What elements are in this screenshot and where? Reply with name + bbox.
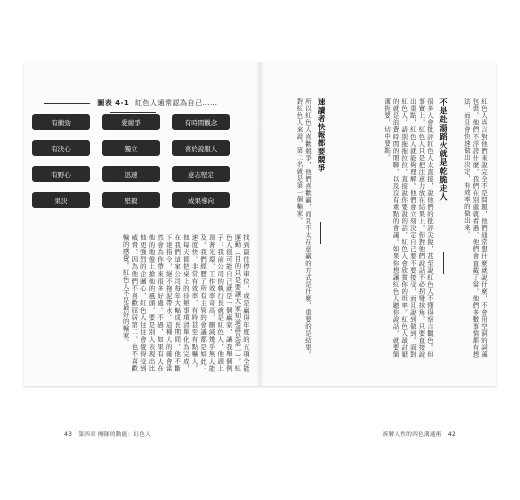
heading-1-rule [443, 252, 444, 274]
trait-box: 堅毅 [102, 192, 160, 208]
trait-box: 有決心 [32, 140, 90, 156]
right-footer-title: 拆解人性的四色溝通術 [382, 432, 442, 438]
left-footer [60, 430, 151, 438]
figure-number: 圖表 4-1 [97, 99, 130, 107]
title-rule-right [110, 112, 156, 113]
section-heading-2: 速讀者快報都要競爭 [317, 98, 326, 172]
figure-caption: 紅色人通常認為自己…… [135, 99, 218, 107]
right-paragraph-2: 很多人會批評紅色人太直接，說他們的批評尖銳，甚至說紅色人不懂得察言觀色。但事實上，紅色人只是把注意力放在結果上，你對他們說話不必拐彎抹角，只要直接說出重點，紅色人就能夠理解。他們會立刻決定自己要不要接受，而且說到做到。面對紅色人，請別拖拖拉拉，直接說你要說的話，紅色人會欣賞你的坦率。紅色人最討厭的就是浪費時間的閒聊，以及沒有重點的會議。如果你想讓紅色人聽你說話，就要簡潔扼要，切中要點。 [383, 98, 434, 358]
left-footer-chapter: 第四章 [78, 432, 97, 438]
right-page-number: 42 [447, 431, 456, 438]
trait-box: 果決 [32, 192, 90, 208]
left-page [24, 62, 260, 438]
right-footer [383, 430, 460, 438]
right-paragraph-3: 所以紅色人喜歡競爭，他們喜歡贏，而且不太在意贏的方式是什麼，重要的是結果。對紅色人來說，第二名就是第一個輸家。 [295, 98, 312, 358]
right-paragraph-1: 紅色人真言對他們來說完全不是問題，他們通常想什麼就說什麼，不會用空洞的詞藻包裝。他們不浮誇什麼，我們在別處就看過，他們會直截了當，他們多數事情都有想法，而且會快速做出決定，有效率的做出來。 [462, 98, 488, 358]
right-page [260, 62, 496, 438]
figure-4-1 [32, 98, 230, 226]
left-page-number: 43 [64, 431, 73, 438]
left-body-text: 找到最佳停車位，或是贏得年度的五項全能運動（目的只是要讓大家知道誰是第一）。紅色人很可能自己就是一個贏家，讓我舉個例子：我前公司的執行長就是紅色人，他頭上頂著光環，工作效率奇高，刪減幾乎無人能及。我們經歷了所有主管的會議都是如此：速度快，非常有效率，有時甚至有點嚇人。他每天都把桌上的待辦事項清單化為完成，在我們這家公司每年大幅成長期間，他不斷下達指令，絕不拖泥帶水。這種人的確會當然會為你帶來很多好處。不過，如果有人在他的地盤上搶他的風頭，要是別人表現出比他更強烈的企圖心，紅色人往往會覺得受到威脅，因為他們不喜歡屈居第二，也不喜歡輸的感覺。紅色人不是最好的輸家。 [121, 234, 250, 372]
trait-box: 愛競爭 [102, 114, 160, 130]
trait-box: 意志堅定 [172, 166, 230, 182]
left-footer-title: 團隊的動能：紅色人 [98, 432, 152, 438]
trait-grid [32, 114, 230, 208]
trait-box: 迅速 [102, 166, 160, 182]
trait-box: 獨立 [102, 140, 160, 156]
section-heading-1: 不是赴湯蹈火就是乾脆走人 [439, 98, 448, 202]
trait-box: 有時間觀念 [172, 114, 230, 130]
trait-box: 喜於說服人 [172, 140, 230, 156]
trait-box: 成果導向 [172, 192, 230, 208]
title-rule-left [44, 103, 90, 104]
book-spread [24, 62, 496, 438]
trait-box: 有野心 [32, 166, 90, 182]
trait-box: 有衝勁 [32, 114, 90, 130]
heading-2-rule [320, 222, 321, 244]
